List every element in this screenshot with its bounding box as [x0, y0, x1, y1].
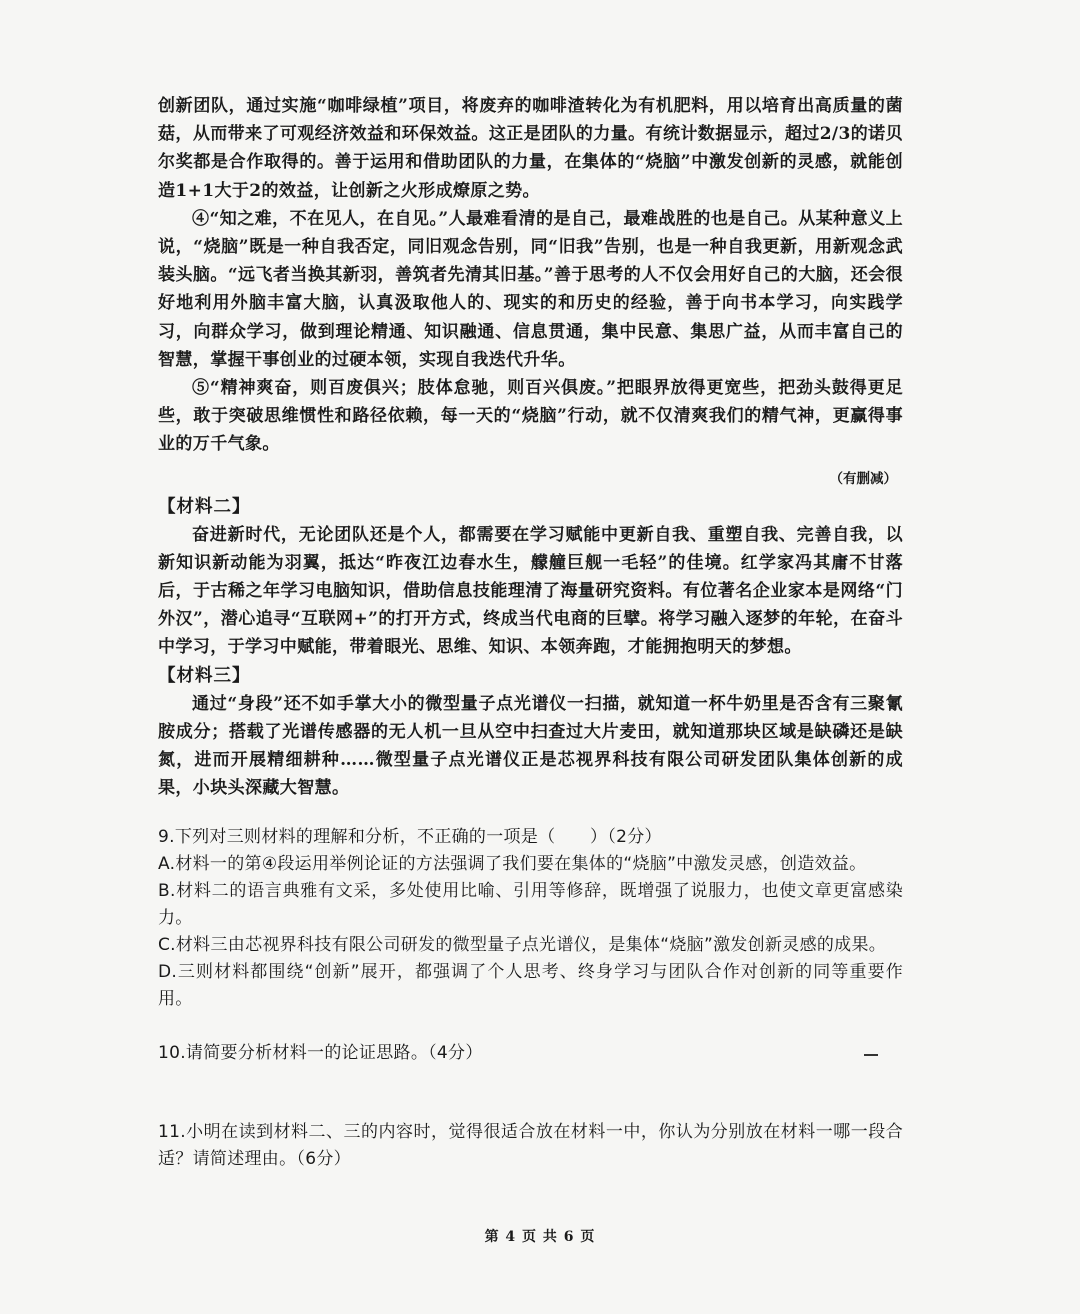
question-9-option-d: D.三则材料都围绕“创新”展开，都强调了个人思考、终身学习与团队合作对创新的同等重要作用。 [158, 962, 903, 1010]
question-9-option-b: B.材料二的语言典雅有文采，多处使用比喻、引用等修辞，既增强了说服力，也使文章更富感染力。 [158, 881, 903, 929]
page-content [158, 92, 903, 1173]
question-9-option-a: A.材料一的第④段运用举例论证的方法强调了我们要在集体的“烧脑”中激发灵感，创造效益。 [158, 854, 867, 875]
material-two-heading: 【材料二】 [158, 496, 251, 517]
material-one-paragraph-5: ⑤“精神爽奋，则百废俱兴；肢体怠驰，则百兴俱废。”把眼界放得更宽些，把劲头鼓得更足些，敢于突破思维惯性和路径依赖，每一天的“烧脑”行动，就不仅清爽我们的精气神，更赢得事业的万千气象。 [158, 378, 903, 455]
stray-dash-mark [864, 1054, 878, 1056]
question-10: 10.请简要分析材料一的论证思路。（4分） [158, 1043, 483, 1064]
question-9-option-c: C.材料三由芯视界科技有限公司研发的微型量子点光谱仪，是集体“烧脑”激发创新灵感的成果。 [158, 935, 887, 956]
question-11: 11.小明在读到材料二、三的内容时，觉得很适合放在材料一中，你认为分别放在材料一哪一段合适？请简述理由。（6分） [158, 1122, 903, 1170]
material-one-paragraph-4: ④“知之难，不在见人，在自见。”人最难看清的是自己，最难战胜的也是自己。从某种意义上说，“烧脑”既是一种自我否定，同旧观念告别，同“旧我”告别，也是一种自我更新，用新观念武装头脑。“远飞者当换其新羽，善筑者先清其旧基。”善于思考的人不仅会用好自己的大脑，还会很好地利用外脑丰富大脑，认真汲取他人的、现实的和历史的经验，善于向书本学习，向实践学习，向群众学习，做到理论精通、知识融通、信息贯通，集中民意、集思广益，从而丰富自己的智慧，掌握干事创业的过硬本领，实现自我迭代升华。 [158, 208, 903, 370]
material-three-heading: 【材料三】 [158, 665, 251, 686]
source-note: （有删减） [829, 470, 897, 487]
material-three-text: 通过“身段”还不如手掌大小的微型量子点光谱仪一扫描，就知道一杯牛奶里是否含有三聚氰胺成分；搭载了光谱传感器的无人机一旦从空中扫查过大片麦田，就知道那块区域是缺磷还是缺氮，进而开展精细耕种……微型量子点光谱仪正是芯视界科技有限公司研发团队集体创新的成果，小块头深藏大智慧。 [158, 693, 903, 799]
question-9-stem: 9.下列对三则材料的理解和分析，不正确的一项是（ ）（2分） [158, 827, 662, 848]
material-one-paragraph-continued: 创新团队，通过实施“咖啡绿植”项目，将废弃的咖啡渣转化为有机肥料，用以培育出高质量的菌菇，从而带来了可观经济效益和环保效益。这正是团队的力量。有统计数据显示，超过2/3的诺贝尔奖都是合作取得的。善于运用和借助团队的力量，在集体的“烧脑”中激发创新的灵感，就能创造1+1大于2的效益，让创新之火形成燎原之势。 [158, 96, 903, 201]
page-footer: 第 4 页 共 6 页 [484, 1229, 596, 1245]
material-two-text: 奋进新时代，无论团队还是个人，都需要在学习赋能中更新自我、重塑自我、完善自我，以新知识新动能为羽翼，抵达“昨夜江边春水生，艨艟巨舰一毛轻”的佳境。红学家冯其庸不甘落后，于古稀之年学习电脑知识，借助信息技能理清了海量研究资料。有位著名企业家本是网络“门外汉”，潜心追寻“互联网+”的打开方式，终成当代电商的巨擘。将学习融入逐梦的年轮，在奋斗中学习，于学习中赋能，带着眼光、思维、知识、本领奔跑，才能拥抱明天的梦想。 [158, 524, 903, 658]
